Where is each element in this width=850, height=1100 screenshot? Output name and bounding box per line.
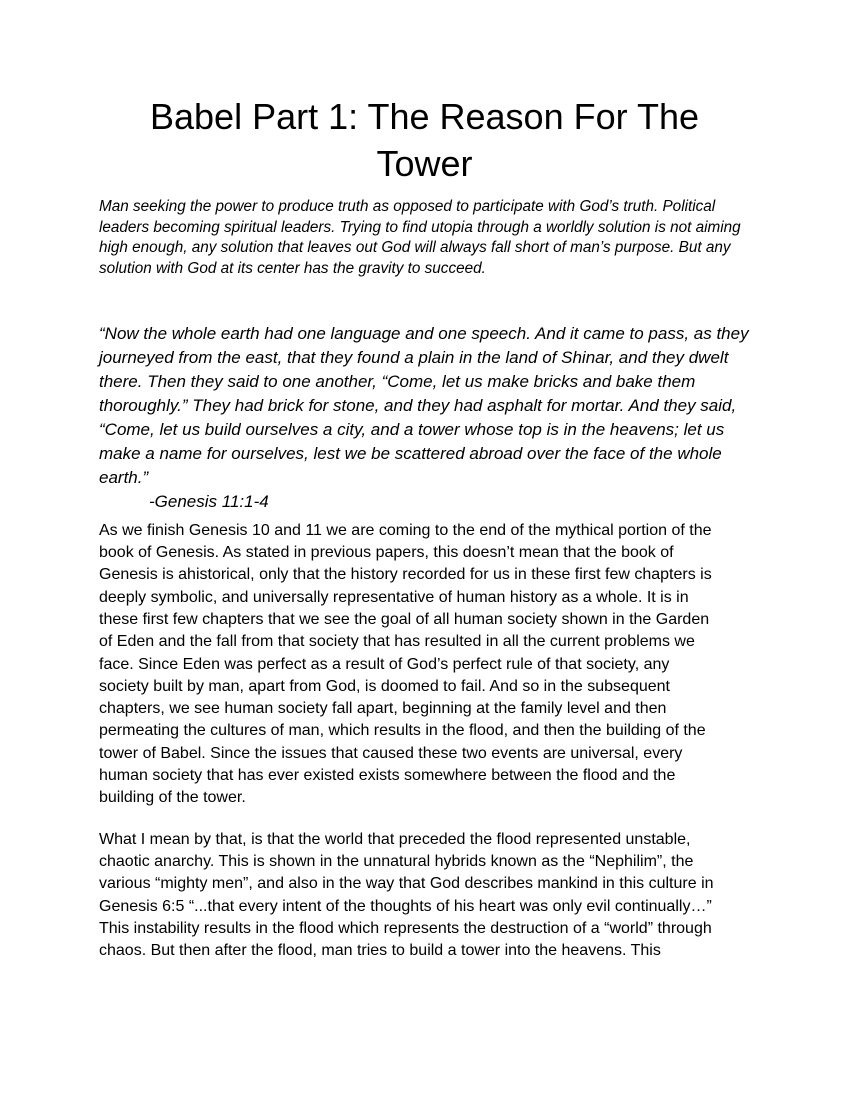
text-line: “Now the whole earth had one language and one speech. And it came to pass, as they [99,323,749,343]
text-line: Tower [376,143,473,184]
text-line: leaders becoming spiritual leaders. Trying to find utopia through a worldly solution is not aiming [99,218,741,236]
text-line: of Eden and the fall from that society that has resulted in all the current problems we [99,633,695,651]
text-line: solution with God at its center has the gravity to succeed. [99,260,486,278]
text-line: Genesis 6:5 “...that every intent of the thoughts of his heart was only evil continually…” [99,897,712,915]
scripture-quote-text [99,322,750,490]
text-line: chaos. But then after the flood, man tries to build a tower into the heavens. This [99,942,661,960]
text-line: face. Since Eden was perfect as a result of God’s perfect rule of that society, any [99,655,670,673]
text-line: What I mean by that, is that the world that preceded the flood represented unstable, [99,830,691,848]
body-paragraph-2 [99,829,750,963]
text-line: Genesis is ahistorical, only that the history recorded for us in these first few chapters is [99,566,712,584]
body-paragraph-1 [99,520,750,810]
text-line: book of Genesis. As stated in previous papers, this doesn’t mean that the book of [99,544,674,562]
text-line: society built by man, apart from God, is doomed to fail. And so in the subsequent [99,677,670,695]
text-line: Man seeking the power to produce truth as opposed to participate with God’s truth. Political [99,198,716,215]
scripture-citation: -Genesis 11:1-4 [149,491,269,511]
text-line: various “mighty men”, and also in the way that God describes mankind in this culture in [99,875,714,893]
text-line: “Come, let us build ourselves a city, and a tower whose top is in the heavens; let us [99,419,725,439]
text-line: thoroughly.” They had brick for stone, and they had asphalt for mortar. And they said, [99,395,737,415]
text-line: these first few chapters that we see the goal of all human society shown in the Garden [99,611,710,628]
text-line: chapters, we see human society fall apart, beginning at the family level and then [99,700,667,718]
document-title [99,93,750,187]
text-line: permeating the cultures of man, which results in the flood, and then the building of the [99,722,706,740]
text-line: human society that has ever existed exists somewhere between the flood and the [99,767,676,785]
text-line: make a name for ourselves, lest we be scattered abroad over the face of the whole [99,443,722,463]
text-line: This instability results in the flood which represents the destruction of a “world” through [99,919,712,937]
text-line: Babel Part 1: The Reason For The [150,96,699,137]
text-line: high enough, any solution that leaves out God will always fall short of man’s purpose. But any [99,239,731,257]
text-line: chaotic anarchy. This is shown in the unnatural hybrids known as the “Nephilim”, the [99,852,694,870]
text-line: deeply symbolic, and universally representative of human history as a whole. It is in [99,588,689,606]
text-line: As we finish Genesis 10 and 11 we are coming to the end of the mythical portion of the [99,521,712,539]
text-line: there. Then they said to one another, “Come, let us make bricks and bake them [99,371,696,391]
text-line: building of the tower. [99,789,246,807]
scripture-quote [99,322,750,514]
text-line: tower of Babel. Since the issues that caused these two events are universal, every [99,744,683,762]
text-line: earth.” [99,467,149,487]
document-content [99,0,750,962]
text-line: journeyed from the east, that they found a plain in the land of Shinar, and they dwelt [99,347,729,367]
summary-paragraph [99,197,750,280]
